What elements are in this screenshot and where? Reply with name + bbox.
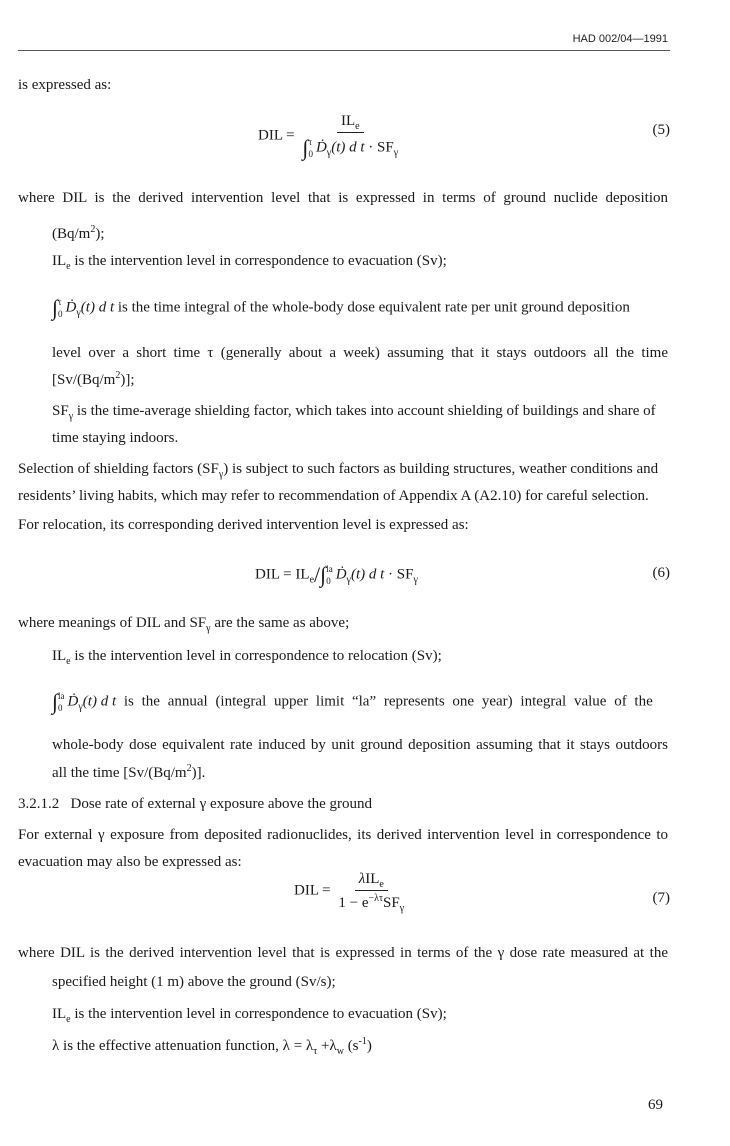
eq-term: (t) d t (80, 299, 115, 316)
text: IL (52, 1006, 67, 1022)
paragraph-text (18, 460, 658, 478)
eq-sub: γ (346, 574, 351, 586)
lower-limit: 0 (58, 309, 63, 319)
paragraph-text: is expressed as: (18, 77, 112, 93)
equation-number: (6) (652, 565, 670, 581)
eq-term: (t) d t (350, 566, 385, 583)
section-heading: 3.2.1.2 Dose rate of external γ exposure above the ground (18, 796, 373, 812)
eq-sub: e (309, 574, 315, 586)
text: ); (95, 226, 105, 242)
upper-limit: τ (308, 137, 313, 147)
paragraph-text (52, 371, 135, 389)
paragraph-text: whole-body dose equivalent rate induced by unit ground deposition assuming that it stays outdoors (52, 737, 668, 753)
eq-term: Ḋ (335, 566, 347, 583)
text: IL (52, 648, 67, 664)
text: is the time integral of the whole-body dose equivalent rate per unit ground deposition (114, 299, 630, 316)
integral-limits (58, 690, 65, 714)
equation-number: (7) (652, 890, 670, 906)
paragraph-text (18, 614, 349, 632)
eq-sub: γ (326, 147, 332, 159)
paragraph-text (52, 1005, 447, 1023)
numerator (337, 112, 364, 133)
eq-sub: e (379, 879, 384, 890)
sup: 2 (90, 224, 96, 235)
text: where meanings of DIL and SF (18, 615, 207, 631)
eq-term: 1 − e (338, 895, 369, 911)
paragraph-text (52, 647, 442, 665)
eq-lhs: DIL = (258, 127, 295, 144)
eq-term: (t) d t (82, 693, 117, 710)
equation-7 (294, 870, 408, 912)
lower-limit: 0 (326, 576, 331, 586)
upper-limit: la (326, 564, 333, 574)
sub: e (66, 656, 71, 667)
paragraph-text: level over a short time τ (generally about a week) assuming that it stays outdoors all the time (52, 345, 668, 361)
sub: e (66, 1014, 71, 1025)
eq-sub: γ (78, 701, 83, 713)
text: is the annual (integral upper limit “la” represents one year) integral value of the (116, 693, 653, 710)
paragraph-text: residents’ living habits, which may refer to recommendation of Appendix A (A2.10) for careful selection. (18, 488, 649, 504)
sub: e (66, 261, 71, 272)
paragraph-text: where DIL is the derived intervention level that is expressed in terms of ground nuclide deposition (18, 190, 668, 206)
integral-sign: ∫ (52, 689, 59, 714)
paragraph-text: evacuation may also be expressed as: (18, 854, 242, 870)
integral-limits (308, 136, 313, 160)
denominator (334, 891, 408, 912)
eq-term: IL (295, 566, 310, 583)
eq-term: · SF (364, 139, 394, 156)
sup: 2 (115, 370, 121, 381)
lower-limit: 0 (58, 703, 63, 713)
header-rule (18, 50, 670, 51)
integral-sign: ∫ (52, 295, 59, 320)
equation-5 (258, 112, 402, 160)
paragraph-text (52, 296, 630, 320)
page-number: 69 (648, 1097, 663, 1113)
eq-term: · SF (384, 566, 414, 583)
sub: τ (313, 1046, 318, 1057)
integral-sign: ∫ (302, 135, 309, 160)
eq-term: (t) d t (331, 139, 365, 156)
text: IL (52, 253, 67, 269)
sup: -1 (358, 1036, 367, 1047)
equation-6 (255, 563, 418, 587)
text: λ is the effective attenuation function, λ = λ (52, 1038, 314, 1054)
eq-term: IL (340, 113, 356, 129)
sup: 2 (186, 763, 192, 774)
eq-sup: −λτ (368, 893, 384, 904)
text: are the same as above; (210, 615, 350, 631)
sub: γ (206, 623, 211, 634)
eq-lhs: DIL = (294, 882, 331, 899)
paragraph-text: For relocation, its corresponding derived intervention level is expressed as: (18, 517, 469, 533)
integral-limits (326, 563, 333, 587)
eq-sub: γ (76, 307, 81, 319)
eq-term: Ḋ (67, 693, 79, 710)
text: is the intervention level in correspondence to evacuation (Sv); (70, 1006, 447, 1022)
text: is the intervention level in correspondence to relocation (Sv); (70, 648, 442, 664)
eq-term: SF (383, 895, 400, 911)
text: SF (52, 403, 69, 419)
lower-limit: 0 (308, 149, 313, 159)
integral-limits (58, 296, 63, 320)
text: is the time-average shielding factor, which takes into account shielding of buildings and share of (73, 403, 656, 419)
text: ) is subject to such factors as building structures, weather conditions and (223, 461, 659, 477)
eq-sub: γ (413, 574, 418, 586)
equation-number: (5) (652, 122, 670, 138)
paragraph-text (52, 252, 447, 270)
eq-term: Ḋ (65, 299, 77, 316)
paragraph-text: specified height (1 m) above the ground (Sv/s); (52, 974, 336, 990)
text: )]. (191, 765, 206, 781)
paragraph-text (52, 690, 653, 714)
sub: w (336, 1046, 344, 1057)
paragraph-text (52, 764, 205, 782)
text: all the time [Sv/(Bq/m (52, 765, 187, 781)
division-slash: / (314, 562, 321, 587)
paragraph-text: where DIL is the derived intervention level that is expressed in terms of the γ dose rate measured at the (18, 945, 668, 961)
fraction (334, 870, 408, 912)
text: )]; (120, 372, 135, 388)
eq-sub: γ (393, 147, 399, 159)
paragraph-text (52, 1037, 372, 1055)
numerator (355, 870, 388, 891)
sub: γ (218, 469, 224, 480)
eq-term: Ḋ (315, 139, 327, 156)
upper-limit: τ (58, 297, 62, 307)
document-header-id: HAD 002/04—1991 (572, 33, 668, 45)
eq-sub: γ (399, 903, 405, 914)
paragraph-text (52, 225, 105, 243)
text: (Bq/m (52, 226, 91, 242)
sub: γ (68, 411, 74, 422)
text: is the intervention level in correspondence to evacuation (Sv); (70, 253, 447, 269)
paragraph-text: For external γ exposure from deposited radionuclides, its derived intervention level in correspondence to (18, 827, 668, 843)
text: Selection of shielding factors (SF (18, 461, 219, 477)
eq-term: IL (365, 871, 380, 887)
eq-lhs: DIL = (255, 566, 292, 583)
eq-term: λ (358, 871, 366, 887)
text: ) (366, 1038, 372, 1054)
paragraph-text: time staying indoors. (52, 430, 179, 446)
denominator (298, 133, 402, 160)
text: (s (343, 1038, 359, 1054)
text: +λ (317, 1038, 337, 1054)
fraction (298, 112, 402, 160)
text: [Sv/(Bq/m (52, 372, 116, 388)
integral-sign: ∫ (320, 562, 327, 587)
upper-limit: la (58, 691, 65, 701)
paragraph-text (52, 402, 656, 420)
eq-sub: e (355, 121, 360, 132)
